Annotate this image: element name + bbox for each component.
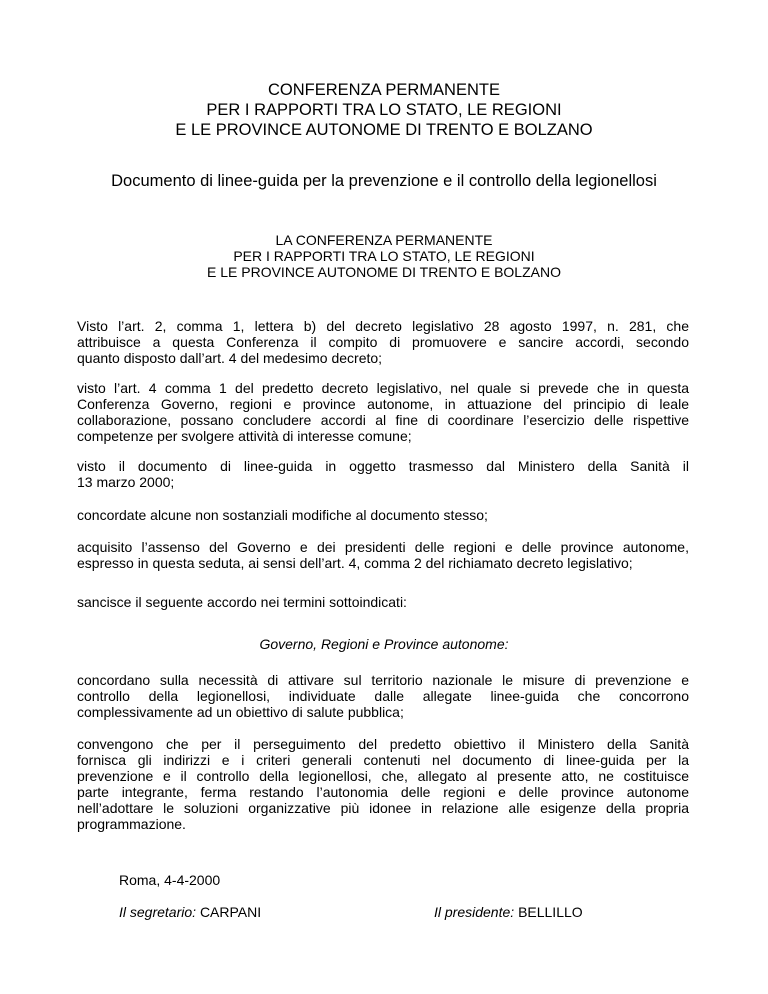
preamble-paragraph	[77, 458, 689, 490]
preamble-paragraph	[77, 594, 689, 610]
president-name: BELLILLO	[518, 904, 583, 920]
text-line: sancisce il seguente accordo nei termini sottoindicati:	[77, 594, 407, 610]
agreement-paragraph	[77, 736, 689, 832]
text-line: prevenzione e il controllo della legionellosi, che, allegato al presente atto, ne costituisce	[77, 768, 689, 784]
subheader-line-1: LA CONFERENZA PERMANENTE	[275, 232, 493, 248]
header-line-2: PER I RAPPORTI TRA LO STATO, LE REGIONI	[206, 101, 562, 119]
text-line: parte integrante, ferma restando l’autonomia delle regioni e delle province autonome	[77, 784, 689, 800]
header-line-3: E LE PROVINCE AUTONOME DI TRENTO E BOLZANO	[175, 121, 593, 139]
secretary-signature	[119, 904, 261, 920]
text-line: espresso in questa seduta, ai sensi dell’art. 4, comma 2 del richiamato decreto legislativo;	[77, 555, 633, 571]
text-line: visto l’art. 4 comma 1 del predetto decreto legislativo, nel quale si prevede che in questa	[77, 380, 689, 396]
text-line: competenze per svolgere attività di interesse comune;	[77, 428, 412, 444]
text-line: quanto disposto dall’art. 4 del medesimo decreto;	[77, 350, 383, 366]
text-line: Visto l’art. 2, comma 1, lettera b) del decreto legislativo 28 agosto 1997, n. 281, che	[77, 318, 689, 334]
agreement-paragraph	[77, 672, 689, 720]
header-line-1: CONFERENZA PERMANENTE	[268, 81, 500, 99]
secretary-name: CARPANI	[199, 904, 262, 920]
text-line: attribuisce a questa Conferenza il compito di promuovere e sancire accordi, secondo	[77, 334, 689, 350]
preamble-paragraph	[77, 318, 689, 366]
secretary-label: Il segretario:	[119, 904, 197, 920]
text-line: convengono che per il perseguimento del predetto obiettivo il Ministero della Sanità	[77, 736, 689, 752]
president-signature	[434, 904, 583, 920]
preamble-paragraph	[77, 507, 689, 523]
text-line: acquisito l’assenso del Governo e dei presidenti delle regioni e delle province autonome,	[77, 539, 689, 555]
text-line: visto il documento di linee-guida in oggetto trasmesso dal Ministero della Sanità il	[77, 458, 689, 474]
conference-header	[0, 80, 768, 140]
subheader-line-3: E LE PROVINCE AUTONOME DI TRENTO E BOLZANO	[207, 264, 561, 280]
text-line: nell’adottare le soluzioni organizzative più idonee in relazione alle esigenze della propria	[77, 800, 689, 816]
preamble-paragraph	[77, 539, 689, 571]
document-title: Documento di linee-guida per la prevenzione e il controllo della legionellosi	[111, 172, 657, 190]
text-line: Conferenza Governo, regioni e province autonome, in attuazione del principio di leale	[77, 396, 689, 412]
text-line: complessivamente ad un obiettivo di salute pubblica;	[77, 704, 404, 720]
president-label: Il presidente:	[434, 904, 515, 920]
conference-subheader	[0, 232, 768, 280]
text-line: concordate alcune non sostanziali modifiche al documento stesso;	[77, 507, 488, 523]
text-line: collaborazione, possano concludere accordi al fine di coordinare l’esercizio delle rispettive	[77, 412, 689, 428]
place-date: Roma, 4-4-2000	[119, 872, 221, 888]
text-line: 13 marzo 2000;	[77, 474, 175, 490]
parties-heading: Governo, Regioni e Province autonome:	[259, 636, 509, 652]
text-line: controllo della legionellosi, individuate dalle allegate linee-guida che concorrono	[77, 688, 689, 704]
subheader-line-2: PER I RAPPORTI TRA LO STATO, LE REGIONI	[233, 248, 535, 264]
text-line: fornisca gli indirizzi e i criteri generali contenuti nel documento di linee-guida per la	[77, 752, 689, 768]
text-line: programmazione.	[77, 816, 186, 832]
preamble-paragraph	[77, 380, 689, 444]
text-line: concordano sulla necessità di attivare sul territorio nazionale le misure di prevenzione e	[77, 672, 689, 688]
